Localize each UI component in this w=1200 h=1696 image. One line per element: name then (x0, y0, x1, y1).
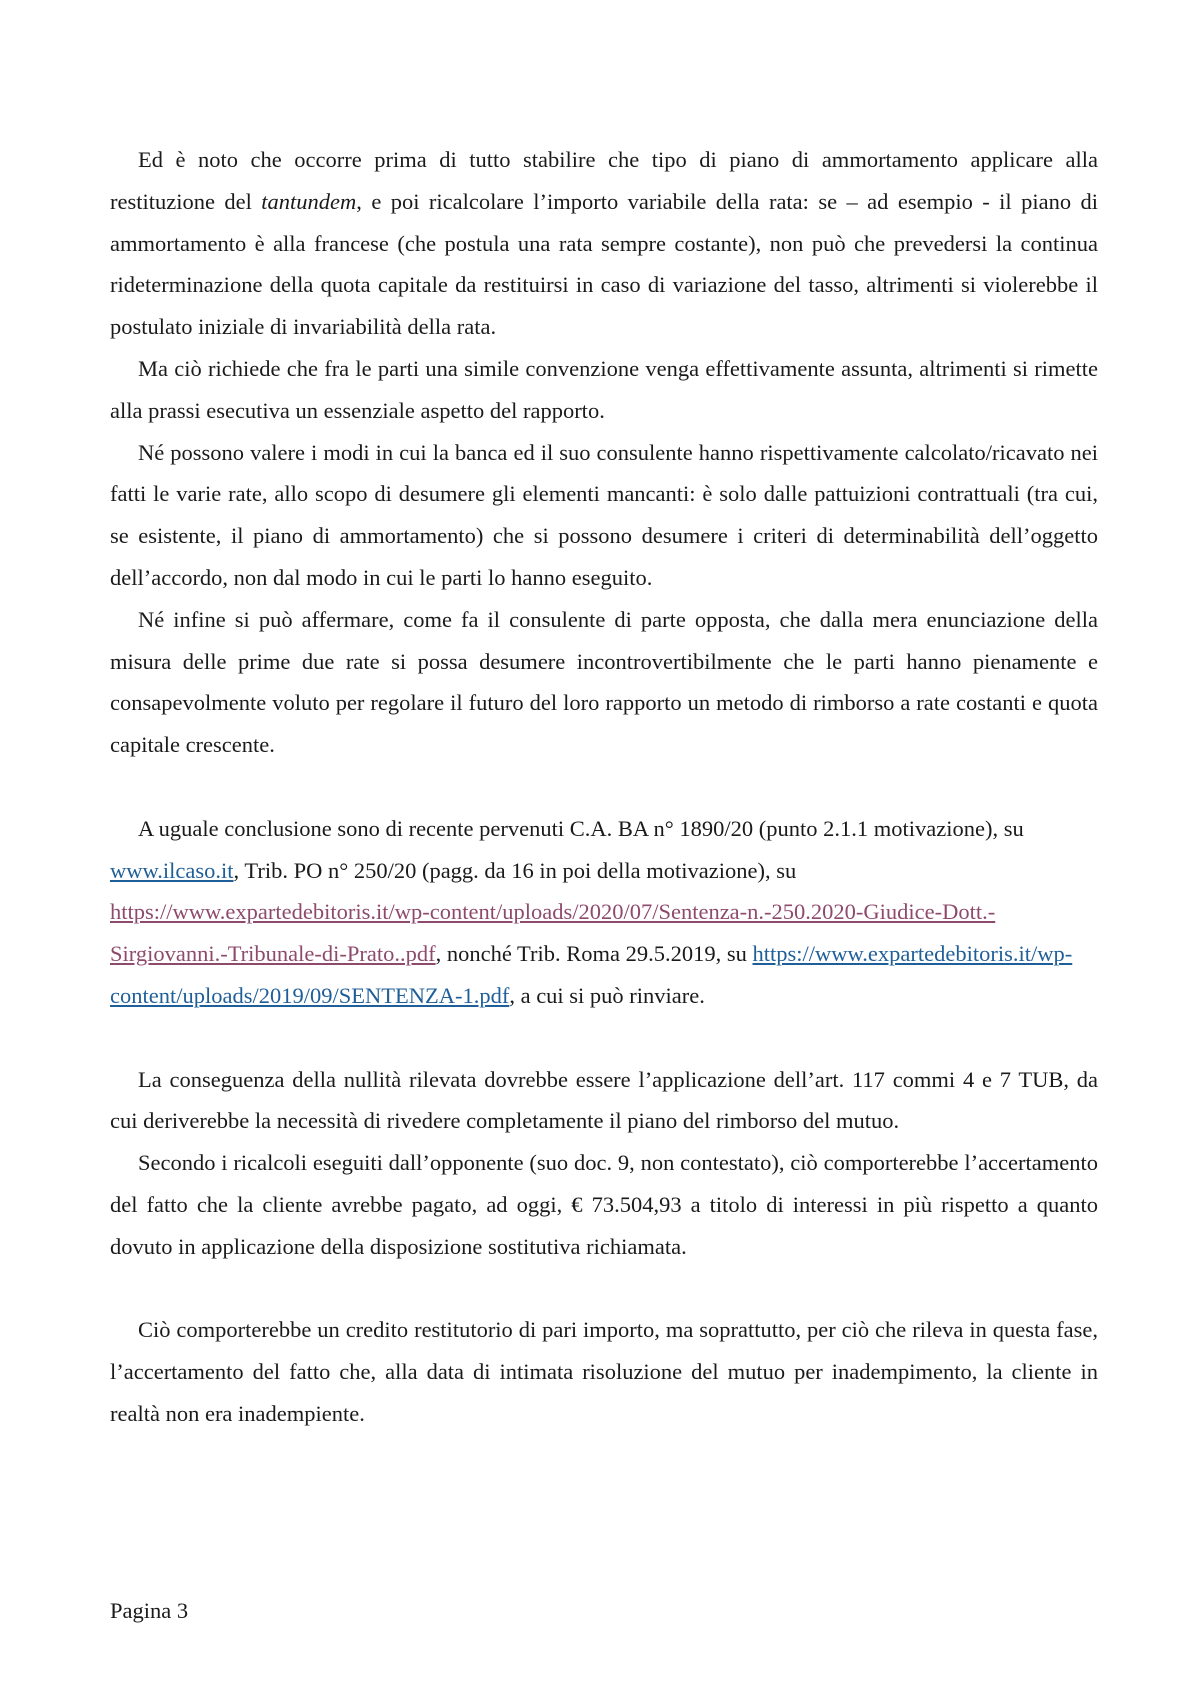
document-body (110, 139, 1098, 1435)
link-sentenza-roma[interactable]: https://www.expartedebitoris.it/wp-content/uploads/2019/09/SENTENZA-1.pdf (110, 941, 1073, 1008)
paragraph-5-text-c: , nonché Trib. Roma 29.5.2019, su (435, 941, 753, 967)
paragraph-1 (110, 139, 1098, 348)
paragraph-5-text-a: A uguale conclusione sono di recente pervenuti C.A. BA n° 1890/20 (punto 2.1.1 motivazione), su (138, 815, 1024, 841)
paragraph-6: La conseguenza della nullità rilevata dovrebbe essere l’applicazione dell’art. 117 commi 4 e 7 TUB, da cui deriverebbe la necessità di rivedere completamente il piano del rimborso del mutuo. (110, 1066, 1098, 1134)
paragraph-5-text-d: , a cui si può rinviare. (509, 982, 705, 1008)
paragraph-5 (110, 808, 1098, 1017)
link-ilcaso[interactable]: www.ilcaso.it (110, 857, 234, 883)
paragraph-1-text-a: Ed è noto che occorre prima di tutto stabilire che tipo di piano di ammortamento applicare alla restituzione del (110, 147, 1098, 214)
paragraph-1-text-b: , e poi ricalcolare l’importo variabile della rata: se – ad esempio - il piano di ammortamento è alla francese (che postula una rata sempre costante), non può che prevedersi la continua rideterminazione della quota capitale da restituirsi in caso di variazione del tasso, altrimenti si violerebbe il postulato iniziale di invariabilità della rata. (110, 188, 1098, 340)
link-sentenza-prato[interactable]: https://www.expartedebitoris.it/wp-content/uploads/2020/07/Sentenza-n.-250.2020-Giudice-Dott.-Sirgiovanni.-Tribunale-di-Prato..pdf (110, 899, 996, 967)
paragraph-4: Né infine si può affermare, come fa il consulente di parte opposta, che dalla mera enunciazione della misura delle prime due rate si possa desumere incontrovertibilmente che le parti hanno pienamente e consapevolmente voluto per regolare il futuro del loro rapporto un metodo di rimborso a rate costanti e quota capitale crescente. (110, 606, 1098, 758)
paragraph-8: Ciò comporterebbe un credito restitutorio di pari importo, ma soprattutto, per ciò che rileva in questa fase, l’accertamento del fatto che, alla data di intimata risoluzione del mutuo per inadempimento, la cliente in realtà non era inadempiente. (110, 1317, 1098, 1426)
page-number: Pagina 3 (110, 1598, 189, 1623)
paragraph-2: Ma ciò richiede che fra le parti una simile convenzione venga effettivamente assunta, altrimenti si rimette alla prassi esecutiva un essenziale aspetto del rapporto. (110, 355, 1098, 423)
paragraph-3: Né possono valere i modi in cui la banca ed il suo consulente hanno rispettivamente calcolato/ricavato nei fatti le varie rate, allo scopo di desumere gli elementi mancanti: è solo dalle pattuizioni contrattuali (tra cui, se esistente, il piano di ammortamento) che si possono desumere i criteri di determinabilità dell’oggetto dell’accordo, non dal modo in cui le parti lo hanno eseguito. (110, 439, 1098, 590)
paragraph-1-italic-term: tantundem (261, 188, 357, 214)
paragraph-7: Secondo i ricalcoli eseguiti dall’opponente (suo doc. 9, non contestato), ciò comporterebbe l’accertamento del fatto che la cliente avrebbe pagato, ad oggi, € 73.504,93 a titolo di interessi in più rispetto a quanto dovuto in applicazione della disposizione sostitutiva richiamata. (110, 1150, 1098, 1259)
paragraph-5-text-b: , Trib. PO n° 250/20 (pagg. da 16 in poi della motivazione), su (233, 857, 797, 883)
